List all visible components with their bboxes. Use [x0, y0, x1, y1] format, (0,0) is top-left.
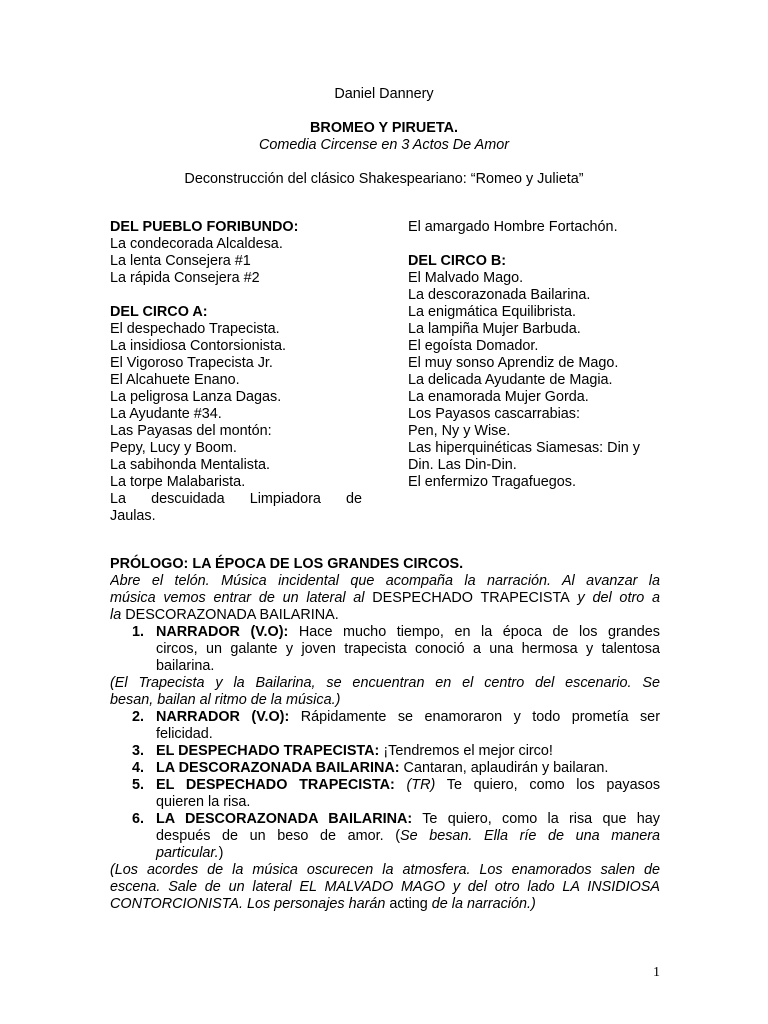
speaker-name: LA DESCORAZONADA BAILARINA:	[156, 811, 413, 827]
cast-item: Los Payasos cascarrabias:	[408, 406, 580, 422]
cast-word: descuidada	[151, 491, 225, 507]
cast-item: Las hiperquinéticas Siamesas: Din y	[408, 440, 640, 456]
stage-direction: (Los acordes de la música oscurecen la atmosfera. Los enamorados salen de	[110, 862, 660, 878]
dialogue-line-3: 3. EL DESPECHADO TRAPECISTA: ¡Tendremos el mejor circo!	[132, 743, 553, 759]
dialogue-line-1: 1. NARRADOR (V.O): Hace mucho tiempo, en la época de los grandes circos, un galante y joven trapecista conoció a una hermosa y talentosa bailarina.	[132, 624, 660, 674]
play-description: Deconstrucción del clásico Shakespeariano: “Romeo y Julieta”	[184, 171, 584, 187]
cast-item: El enfermizo Tragafuegos.	[408, 474, 576, 490]
cast-item: El Alcahuete Enano.	[110, 372, 240, 388]
play-subtitle: Comedia Circense en 3 Actos De Amor	[258, 137, 510, 153]
section-heading-circo-b: DEL CIRCO B:	[408, 253, 507, 269]
cast-item: La sabihonda Mentalista.	[110, 457, 271, 473]
dialogue-line-6: 6. LA DESCORAZONADA BAILARINA: Te quiero, como la risa que hay después de un beso de amor. (Se besan. Ella ríe de una manera particular.)	[132, 811, 660, 861]
cast-item: La descorazonada Bailarina.	[408, 287, 591, 303]
dialogue-line-2: 2. NARRADOR (V.O): Rápidamente se enamoraron y todo prometía ser felicidad.	[132, 709, 660, 742]
cast-word: de	[345, 491, 362, 507]
cast-item: La lampiña Mujer Barbuda.	[408, 321, 581, 337]
acting-direction: (TR)	[394, 777, 436, 793]
cast-item: El despechado Trapecista.	[110, 321, 280, 337]
page-number: 1	[653, 965, 660, 980]
cast-item: Din. Las Din-Din.	[408, 457, 517, 473]
speaker-name: LA DESCORAZONADA BAILARINA:	[156, 760, 400, 776]
cast-item: La enigmática Equilibrista.	[408, 304, 576, 320]
prologue-section	[110, 556, 660, 913]
cast-list-right	[408, 219, 660, 491]
stage-direction: CONTORCIONISTA. Los personajes harán acting de la narración.)	[110, 896, 536, 912]
cast-item: El muy sonso Aprendiz de Mago.	[408, 355, 619, 371]
speaker-name: EL DESPECHADO TRAPECISTA:	[156, 743, 380, 759]
cast-item: La peligrosa Lanza Dagas.	[110, 389, 282, 405]
stage-direction: la DESCORAZONADA BAILARINA.	[110, 607, 339, 623]
cast-item: Jaulas.	[110, 508, 156, 524]
cast-item: El Vigoroso Trapecista Jr.	[110, 355, 273, 371]
cast-word: Limpiadora	[249, 491, 321, 507]
cast-word: La	[110, 491, 127, 507]
cast-item: La rápida Consejera #2	[110, 270, 260, 286]
cast-item: La enamorada Mujer Gorda.	[408, 389, 589, 405]
prologue-heading: PRÓLOGO: LA ÉPOCA DE LOS GRANDES CIRCOS.	[110, 556, 464, 572]
cast-item: La condecorada Alcaldesa.	[110, 236, 283, 252]
cast-item: Las Payasas del montón:	[110, 423, 272, 439]
section-heading-circo-a: DEL CIRCO A:	[110, 304, 208, 320]
cast-item: Pen, Ny y Wise.	[408, 423, 511, 439]
stage-direction: escena. Sale de un lateral EL MALVADO MAGO y del otro lado LA INSIDIOSA	[110, 879, 660, 895]
stage-direction: (El Trapecista y la Bailarina, se encuentran en el centro del escenario. Se	[110, 675, 660, 691]
speaker-name: NARRADOR (V.O):	[156, 624, 289, 640]
cast-item: El amargado Hombre Fortachón.	[408, 219, 618, 235]
stage-direction: besan, bailan al ritmo de la música.)	[110, 692, 341, 708]
speaker-name: EL DESPECHADO TRAPECISTA:	[156, 777, 395, 793]
stage-direction: Abre el telón. Música incidental que acompaña la narración. Al avanzar la	[110, 573, 660, 589]
speaker-name: NARRADOR (V.O):	[156, 709, 290, 725]
cast-item-justified	[110, 491, 362, 508]
section-heading-pueblo: DEL PUEBLO FORIBUNDO:	[110, 219, 299, 235]
cast-item: El Malvado Mago.	[408, 270, 524, 286]
stage-direction: música vemos entrar de un lateral al DESPECHADO TRAPECISTA y del otro a	[110, 590, 660, 606]
cast-item: La Ayudante #34.	[110, 406, 222, 422]
dialogue-line-5: 5. EL DESPECHADO TRAPECISTA: (TR) Te quiero, como los payasos quieren la risa.	[132, 777, 660, 810]
cast-item: Pepy, Lucy y Boom.	[110, 440, 237, 456]
cast-item: La torpe Malabarista.	[110, 474, 246, 490]
cast-item: La delicada Ayudante de Magia.	[408, 372, 613, 388]
cast-list-left	[110, 219, 362, 525]
cast-item: La lenta Consejera #1	[110, 253, 251, 269]
cast-item: El egoísta Domador.	[408, 338, 539, 354]
cast-item: La insidiosa Contorsionista.	[110, 338, 286, 354]
play-title: BROMEO Y PIRUETA.	[310, 120, 458, 136]
dialogue-line-4: 4. LA DESCORAZONADA BAILARINA: Cantaran, aplaudirán y bailaran.	[132, 760, 609, 776]
author-name: Daniel Dannery	[334, 86, 434, 102]
